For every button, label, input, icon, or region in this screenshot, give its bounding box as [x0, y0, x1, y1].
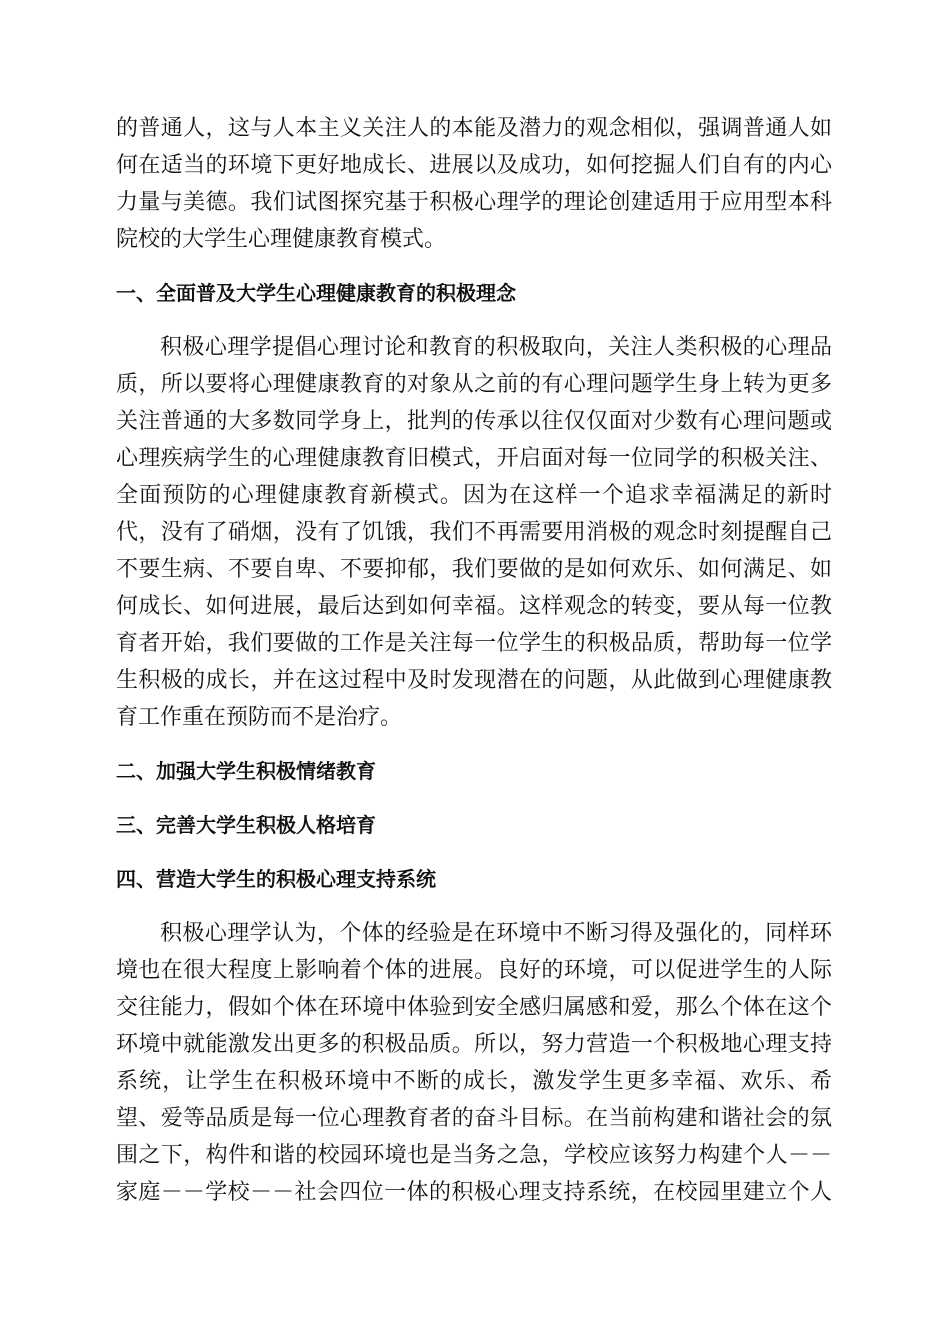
paragraph-line: 何成长、如何进展，最后达到如何幸福。这样观念的转变，要从每一位教: [116, 594, 832, 619]
paragraph-line: 质，所以要将心理健康教育的对象从之前的有心理问题学生身上转为更多: [116, 372, 832, 397]
section1-paragraph: [116, 329, 832, 736]
intro-paragraph: [116, 110, 832, 258]
paragraph-line: 望、爱等品质是每一位心理教育者的奋斗目标。在当前构建和谐社会的氛: [116, 1106, 832, 1131]
paragraph-line: 育者开始，我们要做的工作是关注每一位学生的积极品质，帮助每一位学: [116, 631, 832, 656]
paragraph-line: 全面预防的心理健康教育新模式。因为在这样一个追求幸福满足的新时: [116, 483, 832, 508]
paragraph-line: 院校的大学生心理健康教育模式。: [116, 227, 447, 252]
paragraph-line: 家庭－－学校－－社会四位一体的积极心理支持系统，在校园里建立个人: [116, 1180, 832, 1205]
paragraph-line: 生积极的成长，并在这过程中及时发现潜在的问题，从此做到心理健康教: [116, 668, 832, 693]
section-heading-3: 三、完善大学生积极人格培育: [116, 813, 376, 837]
section4-paragraph: [116, 915, 832, 1211]
paragraph-line: 交往能力，假如个体在环境中体验到安全感归属感和爱，那么个体在这个: [116, 995, 832, 1020]
paragraph-line: 力量与美德。我们试图探究基于积极心理学的理论创建适用于应用型本科: [116, 190, 832, 215]
paragraph-line: 不要生病、不要自卑、不要抑郁，我们要做的是如何欢乐、如何满足、如: [116, 557, 832, 582]
paragraph-line: 何在适当的环境下更好地成长、进展以及成功，如何挖掘人们自有的内心: [116, 153, 832, 178]
section-heading-4: 四、营造大学生的积极心理支持系统: [116, 867, 436, 891]
section-heading-1: 一、全面普及大学生心理健康教育的积极理念: [116, 281, 516, 305]
paragraph-line: 境也在很大程度上影响着个体的进展。良好的环境，可以促进学生的人际: [116, 958, 832, 983]
paragraph-line: 积极心理学提倡心理讨论和教育的积极取向，关注人类积极的心理品: [160, 335, 832, 360]
paragraph-line: 环境中就能激发出更多的积极品质。所以，努力营造一个积极地心理支持: [116, 1032, 832, 1057]
paragraph-line: 系统，让学生在积极环境中不断的成长，激发学生更多幸福、欢乐、希: [116, 1069, 832, 1094]
paragraph-line: 积极心理学认为，个体的经验是在环境中不断习得及强化的，同样环: [160, 921, 832, 946]
section-heading-2: 二、加强大学生积极情绪教育: [116, 759, 376, 783]
paragraph-line: 育工作重在预防而不是治疗。: [116, 705, 403, 730]
paragraph-line: 关注普通的大多数同学身上，批判的传承以往仅仅面对少数有心理问题或: [116, 409, 832, 434]
paragraph-line: 心理疾病学生的心理健康教育旧模式，开启面对每一位同学的积极关注、: [116, 446, 832, 471]
paragraph-line: 围之下，构件和谐的校园环境也是当务之急，学校应该努力构建个人－－: [116, 1143, 832, 1168]
document-page: [116, 110, 832, 1211]
paragraph-line: 的普通人，这与人本主义关注人的本能及潜力的观念相似，强调普通人如: [116, 116, 832, 141]
paragraph-line: 代，没有了硝烟，没有了饥饿，我们不再需要用消极的观念时刻提醒自己: [116, 520, 832, 545]
